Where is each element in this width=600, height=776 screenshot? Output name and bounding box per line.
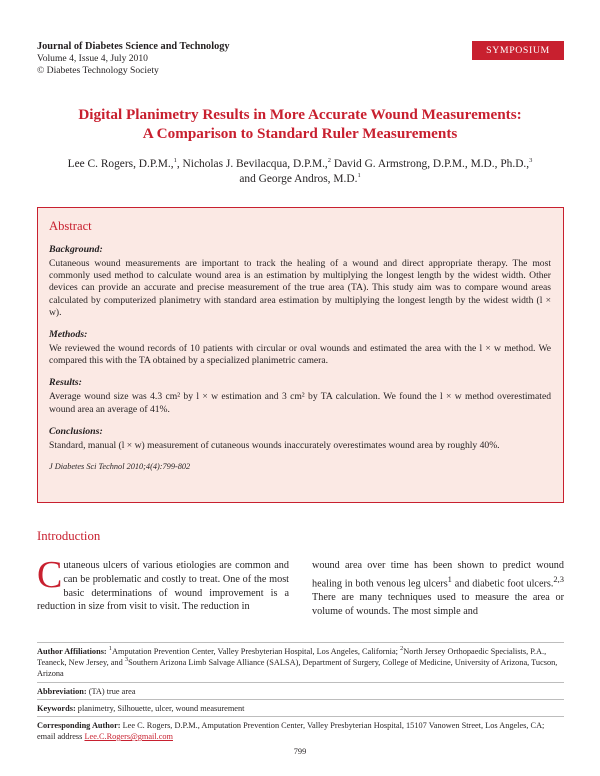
corresponding-author — [37, 720, 564, 742]
article-title — [20, 105, 580, 143]
journal-header — [37, 41, 230, 78]
corresponding-text: Lee C. Rogers, D.P.M., Amputation Prevention Center, Valley Presbyterian Hospital, 15107 Vanowen Street, Los Angeles, CA; email address — [37, 721, 545, 741]
abbreviation-label: Abbreviation: — [37, 687, 87, 696]
journal-copyright: © Diabetes Technology Society — [37, 65, 159, 77]
background-heading: Background: — [49, 244, 103, 255]
author-name: Lee C. Rogers, D.P.M., — [67, 158, 174, 170]
background-text: Cutaneous wound measurements are important to track the healing of a wound and direct appropriate therapy. The most commonly used method to calculate wound area is an estimation by multiplying the longest length by the widest width. Other devices can provide an accurate and precise measurement of the true area (TA). This study aim was to compare wound areas calculated by computerized planimetry with standard area estimation by multiplying the longest length by the widest width (l × w). — [49, 258, 551, 318]
keywords-label: Keywords: — [37, 704, 76, 713]
footer-divider — [37, 682, 564, 683]
footer-divider — [37, 716, 564, 717]
aff-sup: 1 — [108, 645, 113, 653]
journal-name: Journal of Diabetes Science and Technology — [37, 41, 230, 52]
aff-1: Amputation Prevention Center, Valley Presbyterian Hospital, Los Angeles, California; — [112, 647, 398, 656]
abstract-title: Abstract — [49, 219, 92, 233]
keywords-text: planimetry, Silhouette, ulcer, wound measurement — [77, 704, 245, 713]
title-line-1: Digital Planimetry Results in More Accurate Wound Measurements: — [78, 106, 522, 123]
author-aff: 3 — [529, 157, 533, 165]
intro-column-right — [312, 559, 564, 621]
methods-heading: Methods: — [49, 329, 88, 341]
introduction-heading: Introduction — [37, 529, 101, 543]
conclusions-text: Standard, manual (l × w) measurement of cutaneous wounds inaccurately overestimates wound area by roughly 40%. — [49, 439, 500, 451]
footer-divider — [37, 642, 564, 643]
author-aff: 1 — [357, 172, 361, 180]
intro-column-left — [37, 559, 289, 621]
methods-text: We reviewed the wound records of 10 patients with circular or oval wounds and estimated the area with the l × w method. We compared this with the TA obtained by a specialized planimetric camera. — [49, 343, 551, 367]
abbreviation-text: (TA) true area — [88, 687, 136, 696]
aff-2: North Jersey Orthopaedic Specialists, P.A., Teaneck, New Jersey, and — [37, 647, 547, 667]
footer-divider — [37, 699, 564, 700]
page-number: 799 — [293, 747, 307, 756]
author-aff: 2 — [327, 157, 332, 165]
intro-text-right-c: There are many techniques used to measure the area or volume of wounds. The most simple and — [312, 591, 564, 617]
drop-cap: C — [37, 559, 63, 596]
author-list — [20, 157, 580, 187]
title-line-2: A Comparison to Standard Ruler Measurements — [142, 125, 458, 142]
abbreviation — [37, 686, 564, 697]
author-name: and George Andros, M.D. — [239, 173, 358, 185]
author-name: David G. Armstrong, D.P.M., M.D., Ph.D., — [331, 158, 530, 170]
aff-3: Southern Arizona Limb Salvage Alliance (SALSA), Department of Surgery, College of Medicine, University of Arizona, Tucson, Arizona — [37, 658, 558, 678]
abstract-box — [37, 207, 564, 503]
reference-sup: 2,3 — [553, 573, 564, 584]
intro-text-right-b: and diabetic foot ulcers. — [451, 578, 554, 590]
author-aff: 1 — [173, 157, 177, 165]
corresponding-label: Corresponding Author: — [37, 721, 121, 730]
intro-text-left: utaneous ulcers of various etiologies are common and can be problematic and costly to treat. One of the most basic determinations of wound improvement is a reduction in size from visit to visit. The reduction in — [37, 560, 289, 613]
conclusions-heading: Conclusions: — [49, 425, 103, 437]
author-affiliations — [37, 646, 564, 679]
citation: J Diabetes Sci Technol 2010;4(4):799-802 — [49, 462, 191, 472]
authors-line-2 — [20, 172, 580, 187]
results-heading: Results: — [49, 377, 82, 389]
intro-text-right-a: wound area over time has been shown to predict wound healing in both venous leg ulcers — [312, 560, 564, 590]
author-name: , Nicholas J. Bevilacqua, D.P.M., — [176, 158, 328, 170]
reference-sup: 1 — [447, 573, 452, 584]
keywords — [37, 703, 564, 714]
aff-sup: 3 — [124, 656, 129, 664]
journal-issue: Volume 4, Issue 4, July 2010 — [37, 53, 148, 65]
authors-line-1 — [20, 157, 580, 172]
affiliations-label: Author Affiliations: — [37, 647, 107, 656]
results-text: Average wound size was 4.3 cm² by l × w estimation and 3 cm² by TA calculation. We found the l × w method overestimated wound area an average of 41%. — [49, 391, 551, 415]
section-badge: SYMPOSIUM — [472, 41, 564, 60]
email-link[interactable]: Lee.C.Rogers@gmail.com — [84, 732, 173, 741]
aff-sup: 2 — [400, 645, 404, 653]
